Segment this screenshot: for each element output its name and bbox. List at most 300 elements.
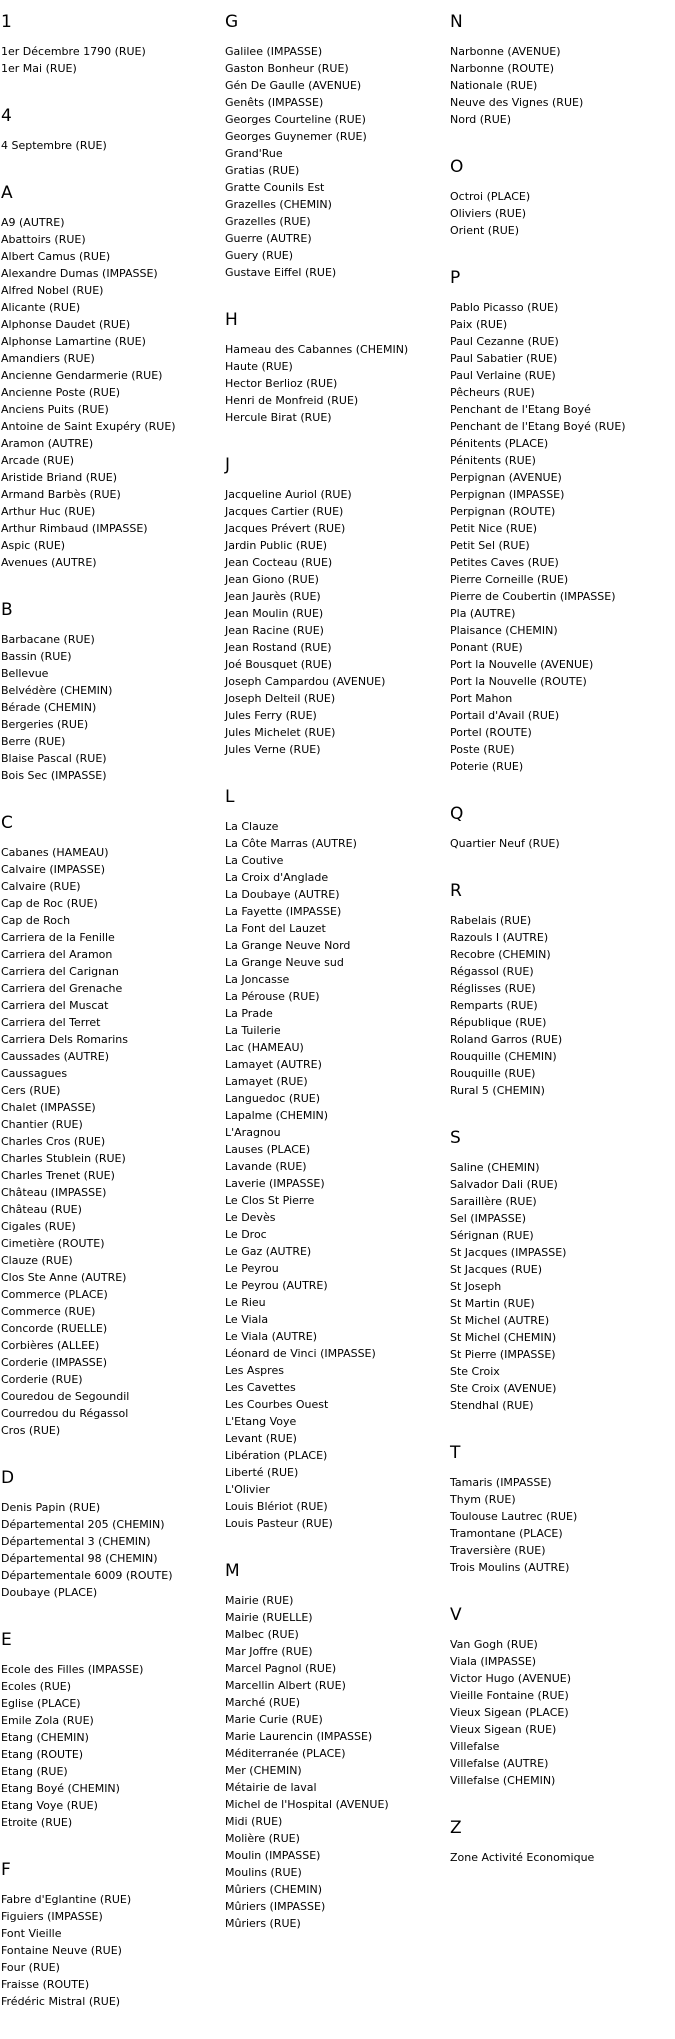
street-item: Doubaye (PLACE) (1, 1586, 98, 1599)
street-item: Jean Jaurès (RUE) (225, 590, 321, 603)
street-item: St Jacques (IMPASSE) (450, 1246, 567, 1259)
street-item: Pêcheurs (RUE) (450, 386, 535, 399)
street-item: Aspic (RUE) (1, 539, 66, 552)
street-item: Marcel Pagnol (RUE) (225, 1662, 337, 1675)
street-item: Cimetière (ROUTE) (1, 1237, 105, 1250)
street-item: Moulins (RUE) (225, 1866, 302, 1879)
street-item: Léonard de Vinci (IMPASSE) (225, 1347, 376, 1360)
street-list (450, 1849, 675, 1866)
street-item: Trois Moulins (AUTRE) (450, 1561, 570, 1574)
street-list (450, 1474, 675, 1576)
street-item: Mar Joffre (RUE) (225, 1645, 313, 1658)
street-item: Concorde (RUELLE) (1, 1322, 108, 1335)
street-item: Jardin Public (RUE) (225, 539, 328, 552)
street-item: Jules Verne (RUE) (225, 743, 321, 756)
street-item: Grand'Rue (225, 147, 283, 160)
street-item: Le Viala (225, 1313, 269, 1326)
street-item: Zone Activité Economique (450, 1851, 595, 1864)
street-item: Le Peyrou (225, 1262, 279, 1275)
street-item: Guerre (AUTRE) (225, 232, 312, 245)
street-item: Portail d'Avail (RUE) (450, 709, 560, 722)
street-item: La Fayette (IMPASSE) (225, 905, 342, 918)
street-item: Armand Barbès (RUE) (1, 488, 121, 501)
letter-group (450, 804, 675, 852)
letter-heading: V (450, 1605, 462, 1625)
street-item: Barbacane (RUE) (1, 633, 95, 646)
letter-group (225, 455, 450, 758)
street-list (1, 137, 225, 154)
letter-group (450, 12, 675, 128)
street-list (1, 631, 225, 784)
street-item: Louis Pasteur (RUE) (225, 1517, 333, 1530)
street-item: Traversière (RUE) (450, 1544, 546, 1557)
street-item: Etang (CHEMIN) (1, 1731, 89, 1744)
street-item: Rural 5 (CHEMIN) (450, 1084, 545, 1097)
street-item: St Michel (AUTRE) (450, 1314, 550, 1327)
letter-heading: F (1, 1860, 11, 1880)
street-item: Cers (RUE) (1, 1084, 61, 1097)
street-item: Tamaris (IMPASSE) (450, 1476, 552, 1489)
street-item: Port la Nouvelle (AVENUE) (450, 658, 594, 671)
street-item: Ancienne Poste (RUE) (1, 386, 121, 399)
street-item: Saline (CHEMIN) (450, 1161, 540, 1174)
street-item: Molière (RUE) (225, 1832, 300, 1845)
street-list (1, 1499, 225, 1601)
street-item: Nord (RUE) (450, 113, 511, 126)
street-item: Mairie (RUELLE) (225, 1611, 313, 1624)
street-item: Recobre (CHEMIN) (450, 948, 551, 961)
street-list (1, 43, 225, 77)
street-item: Jules Michelet (RUE) (225, 726, 336, 739)
letter-group (225, 1561, 450, 1932)
street-item: Arthur Huc (RUE) (1, 505, 96, 518)
street-item: Les Courbes Ouest (225, 1398, 329, 1411)
street-item: Villefalse (CHEMIN) (450, 1774, 556, 1787)
street-item: Mûriers (IMPASSE) (225, 1900, 326, 1913)
street-item: Viala (IMPASSE) (450, 1655, 537, 1668)
street-item: Paul Verlaine (RUE) (450, 369, 556, 382)
street-item: Mer (CHEMIN) (225, 1764, 302, 1777)
letter-group (1, 1468, 225, 1601)
street-item: Grazelles (RUE) (225, 215, 311, 228)
street-item: Thym (RUE) (450, 1493, 516, 1506)
street-item: Etang (RUE) (1, 1765, 68, 1778)
street-item: Victor Hugo (AVENUE) (450, 1672, 572, 1685)
street-item: Narbonne (AVENUE) (450, 45, 561, 58)
street-item: Métairie de laval (225, 1781, 317, 1794)
street-list (225, 43, 450, 281)
street-item: Lamayet (AUTRE) (225, 1058, 322, 1071)
street-item: Carriera del Grenache (1, 982, 123, 995)
street-item: Nationale (RUE) (450, 79, 538, 92)
letter-group (1, 106, 225, 154)
street-item: Marie Curie (RUE) (225, 1713, 323, 1726)
index-column (225, 0, 450, 2039)
street-list (1, 844, 225, 1439)
street-item: Cabanes (HAMEAU) (1, 846, 109, 859)
street-item: Réglisses (RUE) (450, 982, 536, 995)
street-item: Font Vieille (1, 1927, 62, 1940)
street-item: Jean Giono (RUE) (225, 573, 319, 586)
street-item: Mûriers (CHEMIN) (225, 1883, 323, 1896)
street-item: St Martin (RUE) (450, 1297, 535, 1310)
street-item: Michel de l'Hospital (AVENUE) (225, 1798, 389, 1811)
street-list (450, 1636, 675, 1789)
street-item: Pierre de Coubertin (IMPASSE) (450, 590, 616, 603)
street-item: Le Gaz (AUTRE) (225, 1245, 312, 1258)
street-item: Clos Ste Anne (AUTRE) (1, 1271, 127, 1284)
street-item: Bassin (RUE) (1, 650, 72, 663)
street-item: Corderie (IMPASSE) (1, 1356, 108, 1369)
street-item: La Joncasse (225, 973, 290, 986)
street-list (450, 299, 675, 775)
street-item: Narbonne (ROUTE) (450, 62, 555, 75)
street-item: La Coutive (225, 854, 284, 867)
street-item: Aramon (AUTRE) (1, 437, 94, 450)
street-item: Frédéric Mistral (RUE) (1, 1995, 121, 2008)
street-item: Fabre d'Eglantine (RUE) (1, 1893, 132, 1906)
street-item: Château (RUE) (1, 1203, 82, 1216)
street-item: 1er Mai (RUE) (1, 62, 77, 75)
street-item: L'Aragnou (225, 1126, 281, 1139)
street-item: Hector Berlioz (RUE) (225, 377, 338, 390)
letter-group (1, 1860, 225, 2010)
street-item: L'Olivier (225, 1483, 270, 1496)
street-item: Paul Cezanne (RUE) (450, 335, 559, 348)
street-item: Paul Sabatier (RUE) (450, 352, 558, 365)
street-item: Carriera del Carignan (1, 965, 119, 978)
street-list (225, 1592, 450, 1932)
street-item: Ponant (RUE) (450, 641, 523, 654)
street-list (1, 214, 225, 571)
street-item: Aristide Briand (RUE) (1, 471, 117, 484)
street-item: Alfred Nobel (RUE) (1, 284, 104, 297)
street-item: Saraillère (RUE) (450, 1195, 537, 1208)
street-item: Etang Boyé (CHEMIN) (1, 1782, 120, 1795)
street-item: Four (RUE) (1, 1961, 60, 1974)
letter-heading: C (1, 813, 13, 833)
street-item: Port Mahon (450, 692, 513, 705)
street-item: Le Rieu (225, 1296, 266, 1309)
street-item: Amandiers (RUE) (1, 352, 95, 365)
street-item: Etang Voye (RUE) (1, 1799, 98, 1812)
street-item: Ste Croix (450, 1365, 500, 1378)
street-item: Blaise Pascal (RUE) (1, 752, 107, 765)
street-item: Stendhal (RUE) (450, 1399, 534, 1412)
street-item: Corbières (ALLEE) (1, 1339, 100, 1352)
letter-heading: O (450, 157, 464, 177)
street-item: Caussagues (1, 1067, 68, 1080)
letter-group (1, 12, 225, 77)
street-item: Louis Blériot (RUE) (225, 1500, 328, 1513)
street-item: St Jacques (RUE) (450, 1263, 543, 1276)
street-item: Jean Cocteau (RUE) (225, 556, 333, 569)
street-item: Carriera de la Fenille (1, 931, 115, 944)
street-item: Mûriers (RUE) (225, 1917, 301, 1930)
street-item: Etang (ROUTE) (1, 1748, 84, 1761)
street-item: Port la Nouvelle (ROUTE) (450, 675, 587, 688)
street-item: Razouls I (AUTRE) (450, 931, 549, 944)
street-item: Rouquille (CHEMIN) (450, 1050, 557, 1063)
street-item: Lavande (RUE) (225, 1160, 307, 1173)
street-item: Départemental 98 (CHEMIN) (1, 1552, 158, 1565)
letter-heading: E (1, 1630, 12, 1650)
street-item: Liberté (RUE) (225, 1466, 299, 1479)
street-item: Régassol (RUE) (450, 965, 534, 978)
street-item: Courredou du Régassol (1, 1407, 129, 1420)
street-item: Clauze (RUE) (1, 1254, 73, 1267)
street-item: Le Clos St Pierre (225, 1194, 315, 1207)
street-item: Orient (RUE) (450, 224, 520, 237)
street-item: Départementale 6009 (ROUTE) (1, 1569, 173, 1582)
street-list (450, 43, 675, 128)
street-item: Lapalme (CHEMIN) (225, 1109, 329, 1122)
street-list (225, 341, 450, 426)
street-item: Jean Racine (RUE) (225, 624, 324, 637)
street-item: Chalet (IMPASSE) (1, 1101, 96, 1114)
street-item: Bergeries (RUE) (1, 718, 89, 731)
letter-heading: S (450, 1128, 461, 1148)
street-item: Le Devès (225, 1211, 276, 1224)
street-item: Carriera del Terret (1, 1016, 101, 1029)
street-item: Petites Caves (RUE) (450, 556, 559, 569)
street-item: Carriera del Aramon (1, 948, 113, 961)
street-item: Eglise (PLACE) (1, 1697, 81, 1710)
letter-group (450, 1605, 675, 1789)
letter-group (450, 157, 675, 239)
street-item: Carriera del Muscat (1, 999, 109, 1012)
street-list (450, 835, 675, 852)
street-item: La Prade (225, 1007, 273, 1020)
street-list (225, 486, 450, 758)
letter-heading: R (450, 881, 462, 901)
street-item: Lauses (PLACE) (225, 1143, 311, 1156)
street-item: Bérade (CHEMIN) (1, 701, 97, 714)
street-item: Avenues (AUTRE) (1, 556, 97, 569)
street-item: Penchant de l'Etang Boyé (450, 403, 591, 416)
street-item: Poterie (RUE) (450, 760, 524, 773)
street-item: Guery (RUE) (225, 249, 294, 262)
street-item: St Joseph (450, 1280, 502, 1293)
street-item: Bellevue (1, 667, 49, 680)
street-item: St Michel (CHEMIN) (450, 1331, 557, 1344)
letter-group (1, 183, 225, 571)
street-item: Jacques Prévert (RUE) (225, 522, 346, 535)
street-item: Commerce (RUE) (1, 1305, 96, 1318)
street-item: Galilee (IMPASSE) (225, 45, 323, 58)
street-item: Jacques Cartier (RUE) (225, 505, 344, 518)
letter-heading: H (225, 310, 238, 330)
street-item: Arcade (RUE) (1, 454, 75, 467)
street-item: Villefalse (450, 1740, 500, 1753)
street-list (1, 1661, 225, 1831)
letter-group (1, 1630, 225, 1831)
street-item: Jean Moulin (RUE) (225, 607, 324, 620)
street-item: Midi (RUE) (225, 1815, 283, 1828)
street-item: Neuve des Vignes (RUE) (450, 96, 584, 109)
street-item: 1er Décembre 1790 (RUE) (1, 45, 146, 58)
letter-heading: T (450, 1443, 461, 1463)
street-item: Oliviers (RUE) (450, 207, 527, 220)
street-item: Vieux Sigean (PLACE) (450, 1706, 569, 1719)
letter-heading: G (225, 12, 239, 32)
street-item: Petit Sel (RUE) (450, 539, 530, 552)
letter-heading: M (225, 1561, 240, 1581)
letter-heading: Q (450, 804, 464, 824)
street-item: Portel (ROUTE) (450, 726, 532, 739)
street-list (225, 818, 450, 1532)
street-item: St Pierre (IMPASSE) (450, 1348, 556, 1361)
street-item: Salvador Dali (RUE) (450, 1178, 558, 1191)
street-item: Ecole des Filles (IMPASSE) (1, 1663, 144, 1676)
street-item: Octroi (PLACE) (450, 190, 531, 203)
street-item: Petit Nice (RUE) (450, 522, 538, 535)
street-item: Jean Rostand (RUE) (225, 641, 332, 654)
street-item: Antoine de Saint Exupéry (RUE) (1, 420, 176, 433)
street-item: Gustave Eiffel (RUE) (225, 266, 337, 279)
street-item: Gén De Gaulle (AVENUE) (225, 79, 362, 92)
street-item: Denis Papin (RUE) (1, 1501, 101, 1514)
street-item: Arthur Rimbaud (IMPASSE) (1, 522, 148, 535)
street-item: 4 Septembre (RUE) (1, 139, 107, 152)
street-item: Etroite (RUE) (1, 1816, 73, 1829)
letter-group (450, 1443, 675, 1576)
street-item: Grazelles (CHEMIN) (225, 198, 332, 211)
street-item: Fraisse (ROUTE) (1, 1978, 90, 1991)
street-item: Cap de Roc (RUE) (1, 897, 98, 910)
street-item: Ecoles (RUE) (1, 1680, 72, 1693)
letter-group (1, 600, 225, 784)
street-item: Alicante (RUE) (1, 301, 81, 314)
letter-group (450, 1128, 675, 1414)
street-item: Poste (RUE) (450, 743, 515, 756)
street-item: Les Cavettes (225, 1381, 296, 1394)
street-item: Chantier (RUE) (1, 1118, 83, 1131)
street-item: Figuiers (IMPASSE) (1, 1910, 103, 1923)
letter-group (450, 881, 675, 1099)
street-item: Joseph Delteil (RUE) (225, 692, 336, 705)
street-item: Haute (RUE) (225, 360, 293, 373)
street-item: La Côte Marras (AUTRE) (225, 837, 357, 850)
letter-heading: N (450, 12, 463, 32)
letter-heading: P (450, 268, 461, 288)
street-item: Commerce (PLACE) (1, 1288, 108, 1301)
street-item: Anciens Puits (RUE) (1, 403, 109, 416)
street-item: Abattoirs (RUE) (1, 233, 86, 246)
street-item: Berre (RUE) (1, 735, 66, 748)
street-item: Georges Courteline (RUE) (225, 113, 366, 126)
street-item: Alphonse Lamartine (RUE) (1, 335, 146, 348)
street-item: Quartier Neuf (RUE) (450, 837, 560, 850)
letter-group (225, 12, 450, 281)
street-item: Rabelais (RUE) (450, 914, 532, 927)
street-item: Château (IMPASSE) (1, 1186, 107, 1199)
street-item: Jules Ferry (RUE) (225, 709, 317, 722)
street-item: Caussades (AUTRE) (1, 1050, 110, 1063)
street-item: Villefalse (AUTRE) (450, 1757, 549, 1770)
street-item: Roland Garros (RUE) (450, 1033, 563, 1046)
street-item: Charles Trenet (RUE) (1, 1169, 115, 1182)
street-item: L'Etang Voye (225, 1415, 297, 1428)
street-item: Joé Bousquet (RUE) (225, 658, 332, 671)
letter-heading: B (1, 600, 13, 620)
letter-heading: 4 (1, 106, 12, 126)
street-item: La Doubaye (AUTRE) (225, 888, 340, 901)
street-item: Charles Stublein (RUE) (1, 1152, 126, 1165)
street-item: Lac (HAMEAU) (225, 1041, 304, 1054)
street-item: Pénitents (RUE) (450, 454, 536, 467)
street-item: Corderie (RUE) (1, 1373, 83, 1386)
street-item: La Tuilerie (225, 1024, 281, 1037)
street-item: Calvaire (RUE) (1, 880, 81, 893)
street-list (450, 1159, 675, 1414)
street-item: Toulouse Lautrec (RUE) (450, 1510, 578, 1523)
street-item: Pénitents (PLACE) (450, 437, 549, 450)
street-item: Gratias (RUE) (225, 164, 300, 177)
letter-heading: L (225, 787, 235, 807)
street-list (450, 188, 675, 239)
street-item: La Croix d'Anglade (225, 871, 329, 884)
street-item: Lamayet (RUE) (225, 1075, 308, 1088)
index-column (0, 0, 225, 2039)
letter-group (225, 787, 450, 1532)
letter-group (1, 813, 225, 1439)
street-item: Paix (RUE) (450, 318, 508, 331)
street-item: Cap de Roch (1, 914, 71, 927)
street-item: Perpignan (IMPASSE) (450, 488, 565, 501)
street-item: Alexandre Dumas (IMPASSE) (1, 267, 158, 280)
street-item: Genêts (IMPASSE) (225, 96, 324, 109)
street-item: La Grange Neuve Nord (225, 939, 351, 952)
street-item: Libération (PLACE) (225, 1449, 328, 1462)
street-item: Languedoc (RUE) (225, 1092, 321, 1105)
letter-heading: J (225, 455, 231, 475)
street-item: Tramontane (PLACE) (450, 1527, 563, 1540)
street-item: Moulin (IMPASSE) (225, 1849, 321, 1862)
street-item: Laverie (IMPASSE) (225, 1177, 325, 1190)
street-item: A9 (AUTRE) (1, 216, 65, 229)
letter-group (450, 268, 675, 775)
street-item: Pablo Picasso (RUE) (450, 301, 559, 314)
street-item: Gaston Bonheur (RUE) (225, 62, 349, 75)
street-item: Départemental 3 (CHEMIN) (1, 1535, 151, 1548)
street-item: Sel (IMPASSE) (450, 1212, 526, 1225)
street-item: Hercule Birat (RUE) (225, 411, 332, 424)
street-item: Ancienne Gendarmerie (RUE) (1, 369, 163, 382)
street-item: Plaisance (CHEMIN) (450, 624, 558, 637)
street-item: Henri de Monfreid (RUE) (225, 394, 359, 407)
street-item: Couredou de Segoundil (1, 1390, 130, 1403)
street-item: La Pérouse (RUE) (225, 990, 320, 1003)
letter-heading: D (1, 1468, 15, 1488)
street-item: République (RUE) (450, 1016, 547, 1029)
street-item: Calvaire (IMPASSE) (1, 863, 106, 876)
street-item: La Clauze (225, 820, 279, 833)
street-item: Marcellin Albert (RUE) (225, 1679, 346, 1692)
street-item: Pierre Corneille (RUE) (450, 573, 569, 586)
street-item: Départemental 205 (CHEMIN) (1, 1518, 165, 1531)
street-item: Mairie (RUE) (225, 1594, 294, 1607)
street-item: Perpignan (ROUTE) (450, 505, 556, 518)
street-item: Albert Camus (RUE) (1, 250, 111, 263)
street-item: Marché (RUE) (225, 1696, 301, 1709)
street-item: Fontaine Neuve (RUE) (1, 1944, 122, 1957)
street-item: Vieux Sigean (RUE) (450, 1723, 557, 1736)
street-item: Marie Laurencin (IMPASSE) (225, 1730, 373, 1743)
street-item: La Grange Neuve sud (225, 956, 344, 969)
street-item: Le Droc (225, 1228, 267, 1241)
street-item: Rouquille (RUE) (450, 1067, 536, 1080)
